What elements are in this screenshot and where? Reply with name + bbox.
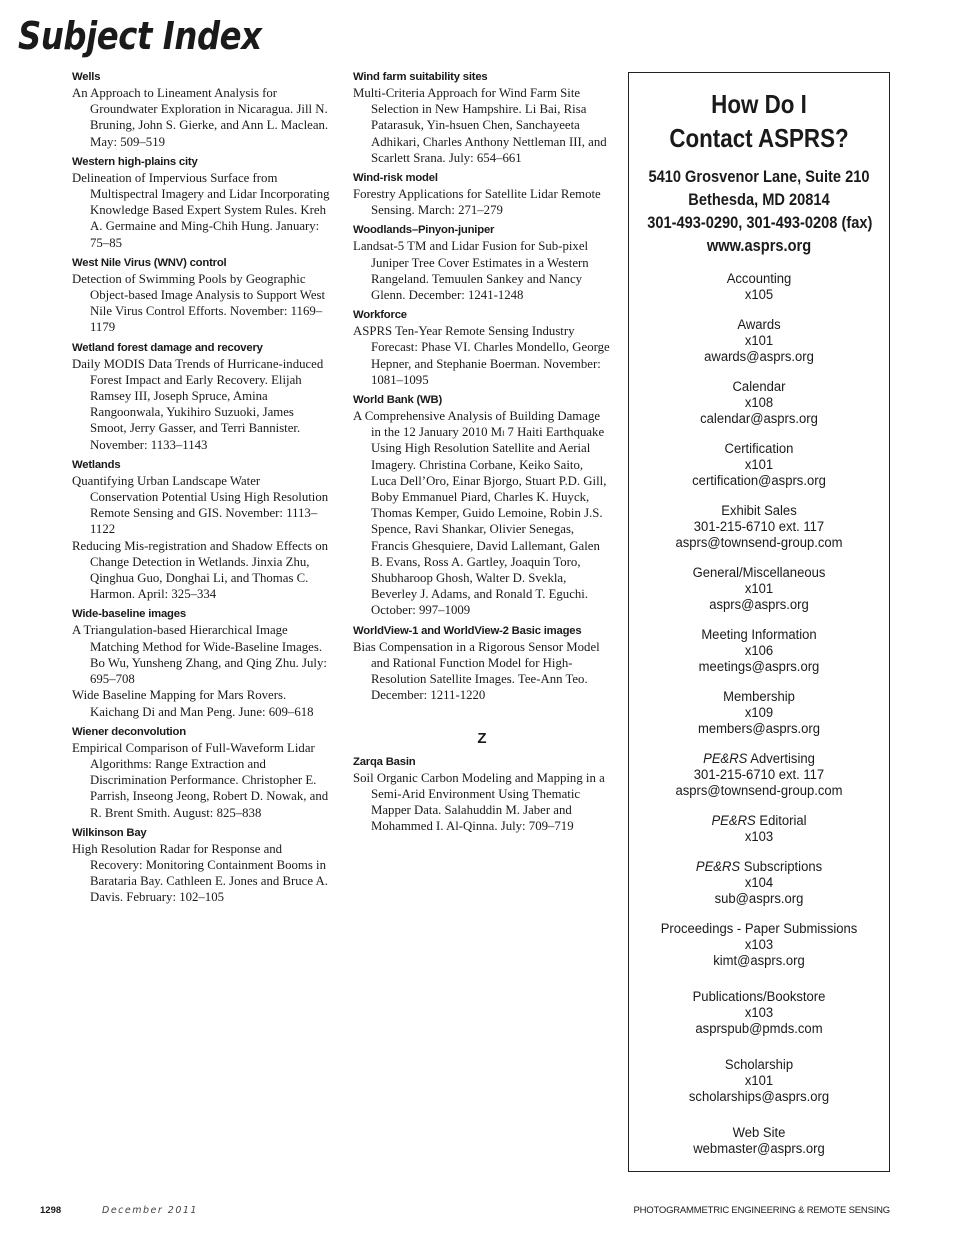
contact-department xyxy=(639,989,878,1037)
index-heading: Wiener deconvolution xyxy=(72,725,186,738)
department-name-text: Exhibit Sales xyxy=(721,503,797,519)
index-article: Soil Organic Carbon Modeling and Mapping in a Semi-Arid Environment Using Thematic Mapper Data. Salahuddin M. Jaber and Mohammed I. Al-Qinna. July: 709–719 xyxy=(353,770,605,834)
index-heading: Wide-baseline images xyxy=(72,608,186,621)
department-detail: x103 xyxy=(744,829,774,845)
department-name-italic: PE&RS xyxy=(711,813,756,829)
index-entry xyxy=(72,725,330,821)
index-article: Delineation of Impervious Surface from Multispectral Imagery and Lidar Incorporating Knowledge Based Expert System Rules. Kreh A. Germaine and Ming-Chih Hung. January: 75–85 xyxy=(72,170,330,250)
contact-department xyxy=(639,859,878,907)
department-name-text: Accounting xyxy=(726,271,792,287)
department-name xyxy=(639,689,878,705)
contact-department xyxy=(639,379,878,427)
department-detail[interactable]: asprs@asprs.org xyxy=(709,597,809,613)
index-entry xyxy=(353,393,611,619)
contact-departments xyxy=(629,271,889,1157)
index-article: Landsat-5 TM and Lidar Fusion for Sub-pixel Juniper Tree Cover Estimates in a Western Rangeland. Temuulen Sankey and Nancy Glenn. December: 1241-1248 xyxy=(353,239,589,303)
index-heading: Workforce xyxy=(353,309,407,322)
index-heading: Wind farm suitability sites xyxy=(353,71,488,83)
index-entry xyxy=(72,607,330,719)
department-name xyxy=(639,441,878,457)
department-name-text: Meeting Information xyxy=(701,627,817,643)
department-name xyxy=(639,1057,878,1073)
contact-website[interactable]: www.asprs.org xyxy=(706,236,812,255)
contact-title-line1: How Do I xyxy=(711,89,807,119)
department-name xyxy=(639,565,878,581)
index-heading: Western high-plains city xyxy=(72,155,198,168)
department-name-text: Subscriptions xyxy=(740,859,823,875)
department-name xyxy=(639,859,878,875)
footer-date: December 2011 xyxy=(102,1205,198,1216)
index-entry xyxy=(353,171,611,218)
index-entry xyxy=(72,458,330,603)
department-detail: x108 xyxy=(744,395,774,411)
department-detail: x104 xyxy=(744,875,774,891)
department-name xyxy=(639,503,878,519)
department-detail[interactable]: certification@asprs.org xyxy=(692,473,826,489)
department-detail: 301-215-6710 ext. 117 xyxy=(693,519,825,535)
contact-address-line1: 5410 Grosvenor Lane, Suite 210 xyxy=(648,167,870,186)
department-name xyxy=(639,1125,878,1141)
footer-page-number: 1298 xyxy=(40,1205,62,1216)
department-detail[interactable]: asprs@townsend-group.com xyxy=(675,535,843,551)
department-name-italic: PE&RS xyxy=(695,859,741,875)
contact-address-line2: Bethesda, MD 20814 xyxy=(688,190,830,209)
department-detail: x101 xyxy=(744,333,774,349)
index-article: Forestry Applications for Satellite Lidar Remote Sensing. March: 271–279 xyxy=(353,187,601,218)
index-article: A Comprehensive Analysis of Building Damage in the 12 January 2010 Mₗ 7 Haiti Earthquake Using High Resolution Satellite and Aerial Imagery. Christina Corbane, Keiko Saito, Luca Dell’Oro, Einar Bjorgo, Stuart P.D. Gill, Boby Emmanuel Piard, Charles K. Huyck, Thomas Kemper, Guido Lemoine, Robin J.S. Spence, Ravi Shankar, Olivier Senegas, Francis Ghesquiere, David Lallemant, Galen B. Evans, Ross A. Gartley, Joaquin Toro, Shubharoop Ghosh, Walter D. Svekla, Beverley J. Adams, and Ronald T. Eguchi. October: 997–1009 xyxy=(353,409,607,618)
index-entry xyxy=(353,308,611,388)
department-name-text: Editorial xyxy=(755,813,807,829)
contact-department xyxy=(639,813,878,845)
contact-department xyxy=(639,441,878,489)
department-detail: x101 xyxy=(744,457,774,473)
index-entry xyxy=(72,341,330,453)
department-name xyxy=(639,627,878,643)
department-name-text: Advertising xyxy=(747,751,815,767)
department-name-text: Scholarship xyxy=(724,1057,794,1073)
department-name-text: Publications/Bookstore xyxy=(692,989,826,1005)
contact-department xyxy=(639,627,878,675)
index-article: Quantifying Urban Landscape Water Conservation Potential Using High Resolution Remote Sensing and GIS. November: 1113–1122 xyxy=(72,473,329,537)
index-heading: West Nile Virus (WNV) control xyxy=(72,256,227,269)
department-detail[interactable]: sub@asprs.org xyxy=(714,891,804,907)
department-detail[interactable]: asprs@townsend-group.com xyxy=(675,783,843,799)
department-detail[interactable]: scholarships@asprs.org xyxy=(688,1089,830,1105)
department-detail[interactable]: kimt@asprs.org xyxy=(713,953,805,969)
index-article: Multi-Criteria Approach for Wind Farm Site Selection in New Hampshire. Li Bai, Risa Patarasuk, Yin-hsuen Chen, Sanchayeeta Adhikari, Charles Anthony Nettleman III, and Scarlett Srana. July: 654–661 xyxy=(353,86,607,165)
contact-department xyxy=(639,921,878,969)
index-heading: Wind-risk model xyxy=(353,172,438,185)
index-column-1 xyxy=(72,68,330,911)
department-name xyxy=(639,921,878,937)
index-article: A Triangulation-based Hierarchical Image Matching Method for Wide-Baseline Images. Bo Wu, Yunsheng Zhang, and Qing Zhu. July: 695–708 xyxy=(72,623,327,687)
contact-department xyxy=(639,271,878,303)
index-article: High Resolution Radar for Response and Recovery: Monitoring Containment Booms in Barataria Bay. Cathleen E. Jones and Bruce A. Davis. February: 102–105 xyxy=(72,841,328,905)
contact-department xyxy=(639,751,878,799)
department-name-text: Web Site xyxy=(732,1125,786,1141)
department-name-text: General/Miscellaneous xyxy=(692,565,826,581)
index-entry xyxy=(72,155,330,251)
index-heading: Woodlands–Pinyon-juniper xyxy=(353,224,495,237)
index-article: Reducing Mis-registration and Shadow Effects on Change Detection in Wetlands. Jinxia Zhu, Qinghua Guo, Donghai Li, and Thomas C. Harmon. April: 325–334 xyxy=(72,538,329,602)
contact-department xyxy=(639,1125,878,1157)
department-detail[interactable]: members@asprs.org xyxy=(697,721,821,737)
contact-department xyxy=(639,565,878,613)
contact-address-block xyxy=(647,165,871,257)
department-name xyxy=(639,379,878,395)
index-article: An Approach to Lineament Analysis for Groundwater Exploration in Nicaragua. Jill N. Bruning, John S. Gierke, and Ann L. Maclean. May: 509–519 xyxy=(72,86,329,149)
department-detail[interactable]: calendar@asprs.org xyxy=(700,411,818,427)
department-detail: x109 xyxy=(744,705,774,721)
index-entry xyxy=(72,70,330,150)
index-heading: Wilkinson Bay xyxy=(72,826,147,839)
index-entry xyxy=(72,826,330,906)
contact-department xyxy=(639,503,878,551)
department-detail[interactable]: awards@asprs.org xyxy=(704,349,814,365)
contact-department xyxy=(639,1057,878,1105)
department-detail[interactable]: webmaster@asprs.org xyxy=(693,1141,825,1157)
department-name-italic: PE&RS xyxy=(703,751,748,767)
index-entry xyxy=(353,223,611,303)
department-detail: 301-215-6710 ext. 117 xyxy=(693,767,825,783)
page-title: Subject Index xyxy=(18,14,262,58)
index-heading: WorldView-1 and WorldView-2 Basic images xyxy=(353,624,582,637)
footer-journal-name: PHOTOGRAMMETRIC ENGINEERING & REMOTE SENSING xyxy=(633,1205,890,1216)
department-name xyxy=(639,317,878,333)
department-name xyxy=(639,271,878,287)
contact-box xyxy=(628,72,890,1172)
department-name-text: Membership xyxy=(723,689,795,705)
department-detail: x105 xyxy=(744,287,774,303)
index-article: Bias Compensation in a Rigorous Sensor Model and Rational Function Model for High-Resolution Satellite Images. Tee-Ann Teo. December: 1211-1220 xyxy=(353,639,600,703)
department-detail[interactable]: meetings@asprs.org xyxy=(698,659,820,675)
department-name xyxy=(639,813,878,829)
department-detail: x101 xyxy=(744,581,774,597)
department-detail: x103 xyxy=(744,1005,774,1021)
index-article: Daily MODIS Data Trends of Hurricane-induced Forest Impact and Early Recovery. Elijah Ramsey III, Joseph Spruce, Amina Rangoonwala, Yukihiro Suzuoki, James Smoot, Jerry Gasser, and Terri Bannister. November: 1133–1143 xyxy=(72,356,324,452)
index-heading: Wetland forest damage and recovery xyxy=(72,341,263,354)
department-detail[interactable]: asprspub@pmds.com xyxy=(695,1021,823,1037)
department-name-text: Proceedings - Paper Submissions xyxy=(660,921,858,937)
index-heading: Wells xyxy=(72,71,101,83)
index-article: ASPRS Ten-Year Remote Sensing Industry Forecast: Phase VI. Charles Mondello, George Hepner, and Stephanie Boerman. November: 1081–1095 xyxy=(353,324,610,387)
department-name xyxy=(639,989,878,1005)
index-entry xyxy=(353,755,611,835)
department-name-text: Calendar xyxy=(732,379,786,395)
index-entry xyxy=(353,624,611,704)
index-heading: World Bank (WB) xyxy=(353,394,443,407)
contact-department xyxy=(639,317,878,365)
index-article: Wide Baseline Mapping for Mars Rovers. Kaichang Di and Man Peng. June: 609–618 xyxy=(72,688,314,719)
index-heading: Zarqa Basin xyxy=(353,755,416,768)
index-article: Empirical Comparison of Full-Waveform Lidar Algorithms: Range Extraction and Discrimination Performance. Christopher E. Parrish, Inseong Jeong, Robert D. Nowak, and R. Brent Smith. August: 825–838 xyxy=(72,740,329,820)
department-name-text: Awards xyxy=(737,317,781,333)
contact-title xyxy=(647,87,871,155)
index-heading: Wetlands xyxy=(72,458,121,471)
contact-title-line2: Contact ASPRS? xyxy=(669,123,849,153)
department-detail: x106 xyxy=(744,643,774,659)
index-article: Detection of Swimming Pools by Geographic Object-based Image Analysis to Support West Nile Virus Control Efforts. November: 1169–1179 xyxy=(72,271,326,335)
contact-phone: 301-493-0290, 301-493-0208 (fax) xyxy=(647,213,873,232)
index-entry xyxy=(72,256,330,336)
department-name-text: Certification xyxy=(724,441,794,457)
index-column-2 xyxy=(353,68,611,839)
contact-department xyxy=(639,689,878,737)
department-name xyxy=(639,751,878,767)
index-section-letter: Z xyxy=(477,729,487,747)
index-entry xyxy=(353,70,611,166)
department-detail: x101 xyxy=(744,1073,774,1089)
department-detail: x103 xyxy=(744,937,774,953)
